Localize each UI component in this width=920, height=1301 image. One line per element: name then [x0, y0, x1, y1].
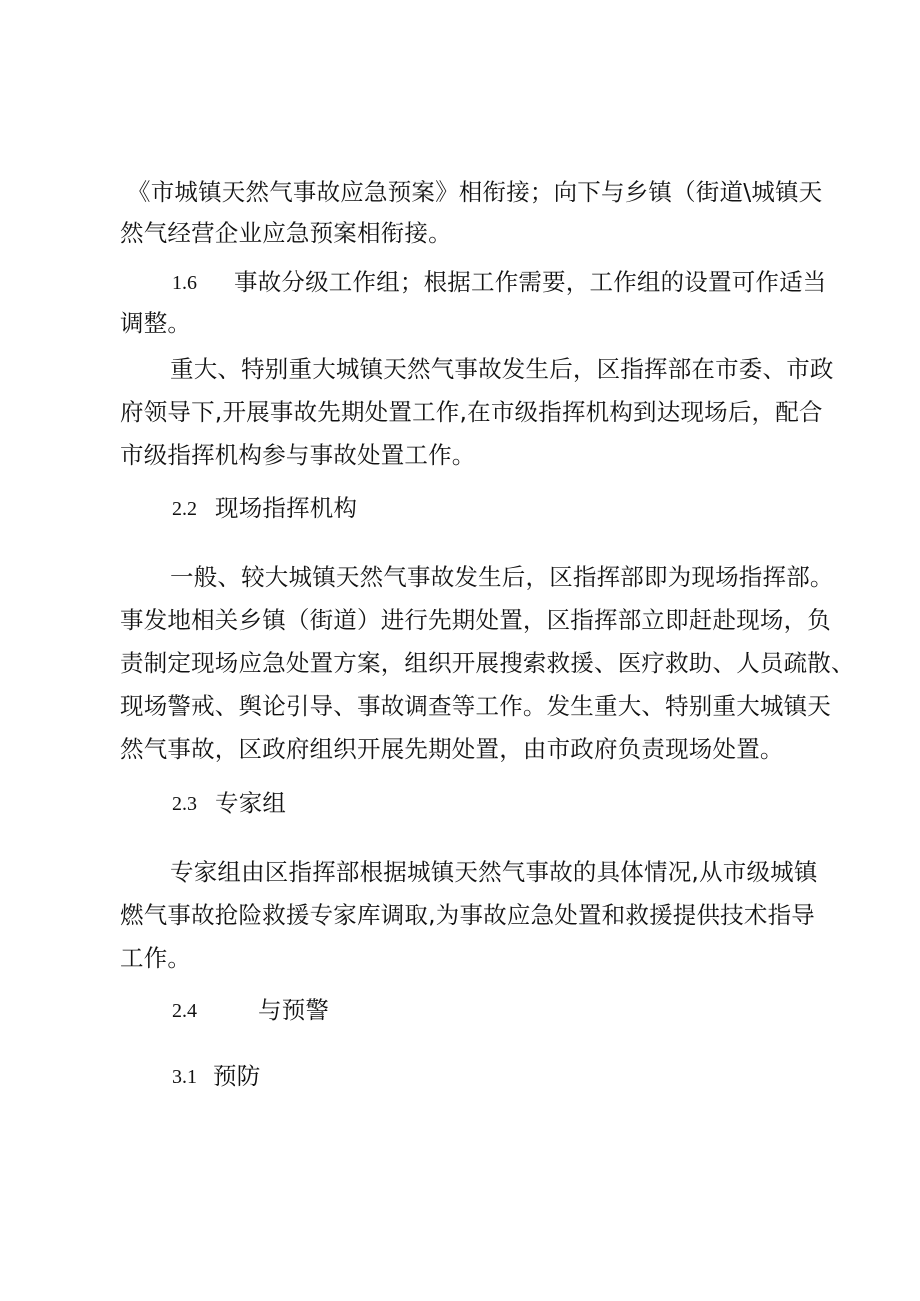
section-heading: 专家组 [215, 789, 287, 817]
paragraph-text-line: 工作。 [120, 944, 192, 972]
paragraph-text-line: 事发地相关乡镇（街道）进行先期处置，区指挥部立即赶赴现场，负 [120, 606, 831, 634]
section-heading: 预防 [213, 1062, 261, 1090]
paragraph-text-line: 《市城镇天然气事故应急预案》相衔接；向下与乡镇（街道\城镇天 [127, 178, 823, 206]
paragraph-text-line: 然气事故，区政府组织开展先期处置，由市政府负责现场处置。 [120, 735, 784, 763]
section-number: 2.4 [172, 1000, 197, 1022]
paragraph-text-line: 一般、较大城镇天然气事故发生后，区指挥部即为现场指挥部。 [170, 563, 834, 591]
paragraph-text-line: 重大、特别重大城镇天然气事故发生后，区指挥部在市委、市政 [170, 355, 834, 383]
section-number: 1.6 [172, 272, 197, 294]
paragraph-text-line: 府领导下,开展事故先期处置工作,在市级指挥机构到达现场后，配合 [120, 398, 823, 426]
paragraph-text-line: 然气经营企业应急预案相衔接。 [120, 219, 452, 247]
paragraph-text-line: 现场警戒、舆论引导、事故调查等工作。发生重大、特别重大城镇天 [120, 692, 831, 720]
section-number: 3.1 [172, 1066, 197, 1088]
paragraph-text-line: 专家组由区指挥部根据城镇天然气事故的具体情况,从市级城镇 [170, 858, 818, 886]
section-number: 2.2 [172, 498, 197, 520]
section-number: 2.3 [172, 793, 197, 815]
section-text-line: 事故分级工作组；根据工作需要，工作组的设置可作适当 [234, 268, 827, 296]
paragraph-text-line: 燃气事故抢险救援专家库调取,为事故应急处置和救援提供技术指导 [120, 901, 815, 929]
section-heading: 与预警 [258, 996, 330, 1024]
paragraph-text-line: 责制定现场应急处置方案，组织开展搜索救援、医疗救助、人员疏散、 [120, 649, 855, 677]
section-heading: 现场指挥机构 [215, 494, 358, 522]
section-text-line: 调整。 [120, 309, 192, 337]
paragraph-text-line: 市级指挥机构参与事故处置工作。 [120, 441, 476, 469]
